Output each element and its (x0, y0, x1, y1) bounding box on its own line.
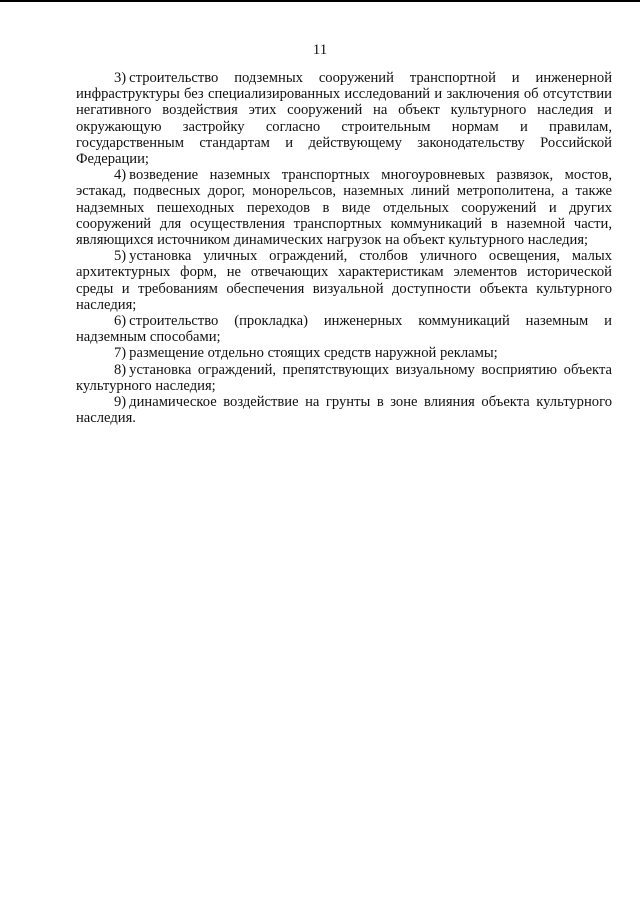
item-text: строительство подземных сооружений транспортной и инженерной инфраструктуры без специализированных исследований и заключения об отсутствии негативного воздействия этих сооружений на объект культурного наследия и окружающую застройку согласно строительным нормам и правилам, государственным стандартам и действующему законодательству Российской Федерации; (76, 70, 612, 168)
list-item (76, 313, 612, 345)
item-number: 9) (114, 394, 127, 411)
item-number: 8) (114, 361, 127, 378)
item-number: 6) (114, 313, 127, 330)
list-item (76, 167, 612, 248)
document-body (76, 70, 612, 426)
item-text: строительство (прокладка) инженерных коммуникаций наземным и надземным способами; (76, 313, 612, 346)
item-number: 7) (114, 345, 127, 362)
item-text: установка ограждений, препятствующих визуальному восприятию объекта культурного наследия; (76, 361, 612, 394)
item-text: размещение отдельно стоящих средств наружной рекламы; (129, 345, 498, 362)
page-number: 11 (312, 42, 328, 58)
list-item (76, 70, 612, 167)
item-text: возведение наземных транспортных многоуровневых развязок, мостов, эстакад, подвесных дорог, монорельсов, наземных линий метрополитена, а также надземных пешеходных переходов в виде отдельных сооружений и других сооружений для осуществления транспортных коммуникаций в наземной части, являющихся источником динамических нагрузок на объект культурного наследия; (76, 167, 612, 249)
list-item (76, 345, 612, 361)
list-item (76, 394, 612, 426)
item-text: установка уличных ограждений, столбов уличного освещения, малых архитектурных форм, не отвечающих характеристикам элементов исторической среды и требованиям обеспечения визуальной доступности объекта культурного наследия; (76, 248, 612, 313)
item-number: 3) (114, 70, 127, 86)
item-number: 5) (114, 248, 127, 265)
item-number: 4) (114, 167, 127, 184)
item-text: динамическое воздействие на грунты в зоне влияния объекта культурного наследия. (76, 394, 612, 427)
list-item (76, 248, 612, 313)
list-item (76, 362, 612, 394)
